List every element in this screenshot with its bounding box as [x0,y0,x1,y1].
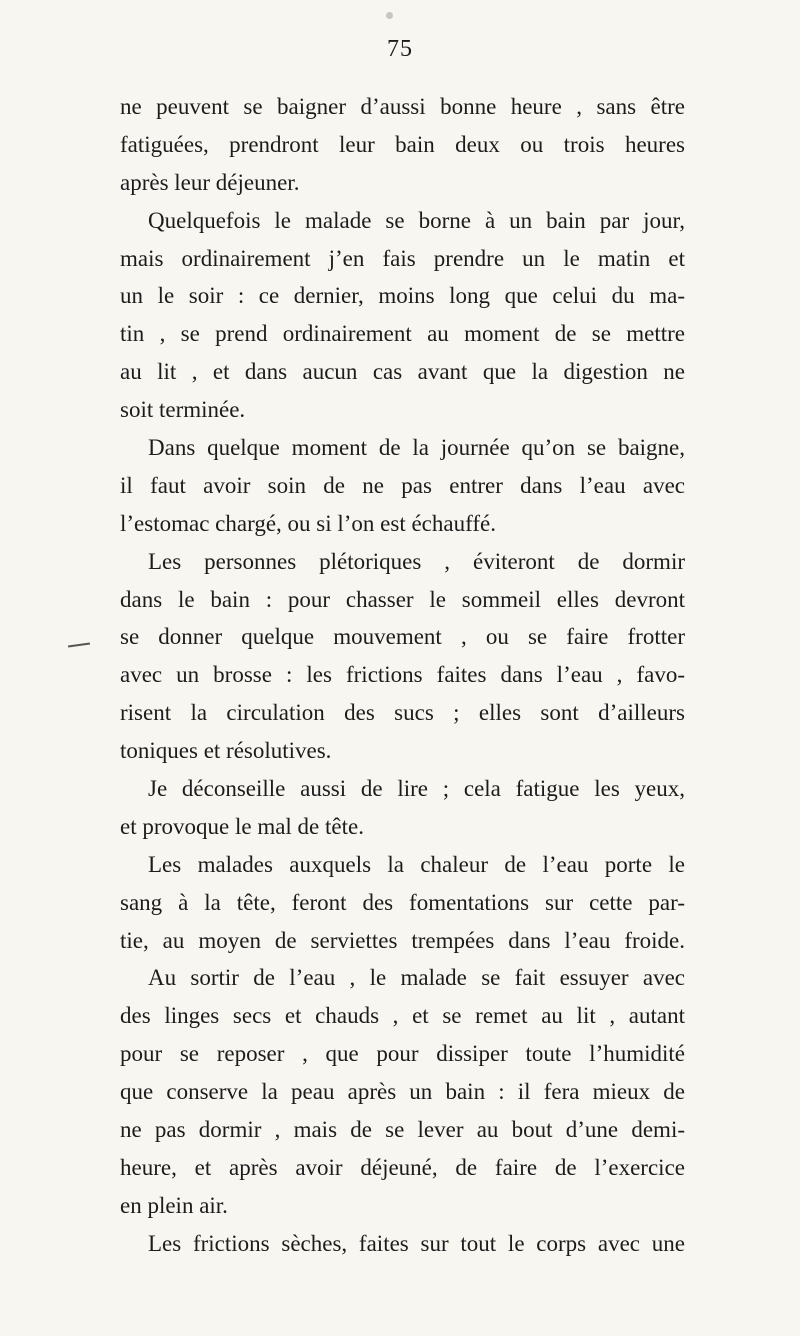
text-body [120,88,685,1263]
text-line: un le soir : ce dernier, moins long que celui du ma- [120,283,685,309]
text-line: ne peuvent se baigner d’aussi bonne heure , sans être [120,94,685,119]
text-line: Je déconseille aussi de lire ; cela fatigue les yeux, [148,776,685,802]
text-line: Quelquefois le malade se borne à un bain par jour, [148,207,685,233]
text-line: fatiguées, prendront leur bain deux ou trois heures [120,131,685,157]
text-line: dans le bain : pour chasser le sommeil elles devront [120,586,685,612]
text-line: Dans quelque moment de la journée qu’on se baigne, [148,435,685,461]
text-line: avec un brosse : les frictions faites dans l’eau , favo- [120,662,685,688]
text-line: Les frictions sèches, faites sur tout le corps avec une [148,1230,685,1256]
text-line: pour se reposer , que pour dissiper toute l’humidité [120,1041,685,1067]
text-line: en plein air. [120,1192,228,1218]
text-line: tin , se prend ordinairement au moment de se mettre [120,321,685,347]
text-line: que conserve la peau après un bain : il fera mieux de [120,1079,685,1105]
ink-spot [386,12,393,19]
text-line: ne pas dormir , mais de se lever au bout d’une demi- [120,1117,685,1143]
text-line: et provoque le mal de tête. [120,813,364,839]
text-line: sang à la tête, feront des fomentations sur cette par- [120,889,685,915]
text-line: après leur déjeuner. [120,169,300,195]
text-line: Les malades auxquels la chaleur de l’eau porte le [148,851,685,877]
text-line: Les personnes plétoriques , éviteront de dormir [148,548,685,574]
text-line: l’estomac chargé, ou si l’on est échauffé. [120,510,496,536]
page-number: 75 [387,36,413,62]
text-line: risent la circulation des sucs ; elles sont d’ailleurs [120,700,685,726]
text-line: toniques et résolutives. [120,738,332,764]
text-line: se donner quelque mouvement , ou se faire frotter [120,624,685,650]
text-line: des linges secs et chauds , et se remet au lit , autant [120,1003,685,1029]
text-line: tie, au moyen de serviettes trempées dans l’eau froide. [120,927,685,953]
text-line: au lit , et dans aucun cas avant que la digestion ne [120,359,685,385]
text-line: heure, et après avoir déjeuné, de faire de l’exercice [120,1154,685,1180]
text-line: mais ordinairement j’en fais prendre un le matin et [120,245,685,271]
margin-mark [68,642,90,647]
text-line: il faut avoir soin de ne pas entrer dans l’eau avec [120,472,685,498]
text-line: soit terminée. [120,397,246,423]
text-line: Au sortir de l’eau , le malade se fait essuyer avec [148,965,685,991]
